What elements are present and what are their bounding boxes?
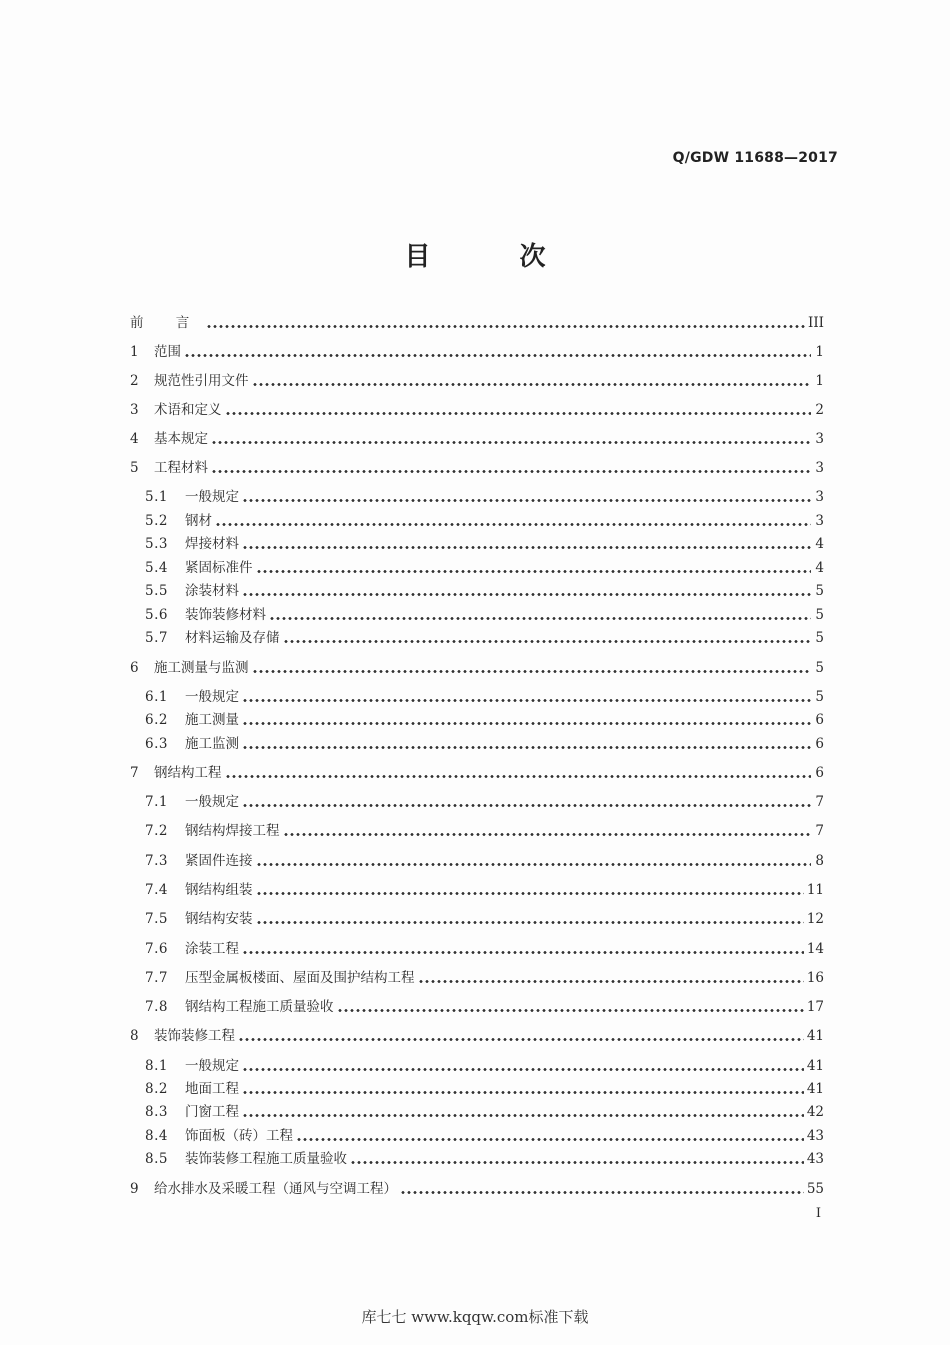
toc-entry-page: 5	[815, 583, 824, 599]
toc-entry-page: 16	[806, 970, 824, 986]
toc-dot-leader	[242, 499, 811, 502]
toc-entry-label: 施工测量	[185, 712, 239, 728]
toc-entry-page: 6	[815, 736, 824, 752]
toc-entry-label: 紧固件连接	[185, 853, 253, 869]
toc-entry-number: 5.3	[145, 536, 168, 552]
standard-code: Q/GDW 11688—2017	[672, 150, 838, 166]
toc-entry-page: 42	[806, 1104, 824, 1120]
toc-entry-page: 41	[806, 1058, 824, 1074]
toc-entry-label: 施工监测	[185, 736, 239, 752]
toc-entry-number: 5.4	[145, 560, 168, 576]
toc-entry-number: 6.3	[145, 736, 168, 752]
toc-entry-number: 4	[130, 431, 139, 447]
toc-entry-page: 3	[815, 460, 824, 476]
toc-entry[interactable]	[145, 733, 824, 755]
toc-dot-leader	[242, 746, 811, 749]
toc-entry[interactable]	[145, 1055, 824, 1077]
toc-entry-label: 工程材料	[154, 460, 208, 476]
toc-dot-leader	[242, 593, 811, 596]
toc-dot-leader	[256, 921, 804, 924]
toc-entry[interactable]	[145, 791, 824, 813]
toc-dot-leader	[256, 863, 812, 866]
toc-entry-number: 5.6	[145, 607, 168, 623]
toc-entry-label: 一般规定	[185, 1058, 239, 1074]
toc-entry[interactable]	[130, 762, 824, 784]
toc-entry-number: 7.5	[145, 911, 168, 927]
toc-dot-leader	[256, 892, 804, 895]
toc-entry[interactable]	[145, 1101, 824, 1123]
toc-entry-page: 2	[815, 402, 824, 418]
toc-entry[interactable]	[145, 709, 824, 731]
toc-entry-number: 6	[130, 660, 139, 676]
toc-dot-leader	[225, 775, 812, 778]
toc-entry-label: 术语和定义	[154, 402, 222, 418]
toc-dot-leader	[184, 354, 811, 357]
toc-entry[interactable]	[145, 627, 824, 649]
toc-entry-label: 前 言	[130, 315, 204, 331]
toc-entry[interactable]	[145, 967, 824, 989]
toc-entry-label: 涂装材料	[185, 583, 239, 599]
toc-entry-label: 钢材	[185, 513, 212, 529]
toc-dot-leader	[242, 804, 811, 807]
toc-entry-page: 41	[806, 1028, 824, 1044]
toc-entry-label: 焊接材料	[185, 536, 239, 552]
toc-dot-leader	[400, 1191, 804, 1194]
toc-entry-page: 7	[815, 823, 824, 839]
toc-entry-label: 饰面板（砖）工程	[185, 1128, 293, 1144]
toc-dot-leader	[242, 1114, 804, 1117]
toc-entry-page: 17	[806, 999, 824, 1015]
toc-dot-leader	[256, 570, 812, 573]
toc-entry-number: 8.4	[145, 1128, 168, 1144]
toc-entry-number: 5.5	[145, 583, 168, 599]
toc-entry[interactable]	[145, 510, 824, 532]
toc-entry-label: 钢结构焊接工程	[185, 823, 280, 839]
toc-entry-label: 基本规定	[154, 431, 208, 447]
toc-entry-page: 4	[815, 560, 824, 576]
toc-entry-number: 5.7	[145, 630, 168, 646]
toc-entry-label: 钢结构组装	[185, 882, 253, 898]
toc-entry[interactable]	[145, 1148, 824, 1170]
toc-entry-number: 6.2	[145, 712, 168, 728]
toc-entry[interactable]	[130, 399, 824, 421]
toc-entry[interactable]	[130, 457, 824, 479]
toc-entry-page: 43	[806, 1151, 824, 1167]
toc-entry-page: 1	[815, 344, 824, 360]
toc-entry-label: 材料运输及存储	[185, 630, 280, 646]
toc-entry[interactable]	[145, 850, 824, 872]
toc-dot-leader	[350, 1161, 804, 1164]
toc-entry-page: 43	[806, 1128, 824, 1144]
toc-entry-label: 紧固标准件	[185, 560, 253, 576]
page-number: I	[815, 1206, 821, 1221]
toc-entry-label: 施工测量与监测	[154, 660, 249, 676]
toc-dot-leader	[242, 951, 804, 954]
toc-entry-page: 3	[815, 431, 824, 447]
toc-entry-number: 7.8	[145, 999, 168, 1015]
toc-entry-page: 6	[815, 765, 824, 781]
toc-entry-number: 7.2	[145, 823, 168, 839]
toc-dot-leader	[252, 670, 812, 673]
toc-dot-leader	[211, 441, 811, 444]
toc-entry-page: 5	[815, 660, 824, 676]
toc-dot-leader	[269, 617, 811, 620]
toc-dot-leader	[242, 1091, 804, 1094]
toc-entry-page: 5	[815, 630, 824, 646]
toc-entry-number: 8	[130, 1028, 139, 1044]
toc-dot-leader	[252, 383, 812, 386]
toc-entry-label: 涂装工程	[185, 941, 239, 957]
toc-entry-label: 压型金属板楼面、屋面及围护结构工程	[185, 970, 415, 986]
toc-dot-leader	[283, 640, 812, 643]
toc-entry-label: 一般规定	[185, 689, 239, 705]
toc-entry-page: 5	[815, 689, 824, 705]
toc-entry-number: 5.1	[145, 489, 168, 505]
toc-entry[interactable]	[145, 996, 824, 1018]
toc-entry-number: 8.2	[145, 1081, 168, 1097]
toc-entry-page: III	[808, 315, 824, 331]
toc-entry[interactable]	[145, 820, 824, 842]
toc-entry[interactable]	[130, 312, 824, 334]
toc-entry[interactable]	[130, 370, 824, 392]
toc-entry-label: 门窗工程	[185, 1104, 239, 1120]
toc-entry-page: 8	[815, 853, 824, 869]
toc-dot-leader	[283, 833, 812, 836]
toc-entry-label: 一般规定	[185, 794, 239, 810]
toc-dot-leader	[242, 546, 811, 549]
toc-dot-leader	[215, 523, 811, 526]
toc-entry[interactable]	[145, 908, 824, 930]
page-title: 目 次	[404, 242, 586, 272]
toc-dot-leader	[238, 1038, 804, 1041]
toc-entry[interactable]	[145, 533, 824, 555]
toc-entry-number: 9	[130, 1181, 139, 1197]
toc-entry-label: 地面工程	[185, 1081, 239, 1097]
toc-entry-number: 8.1	[145, 1058, 168, 1074]
toc-entry-label: 规范性引用文件	[154, 373, 249, 389]
toc-entry-label: 装饰装修材料	[185, 607, 266, 623]
toc-entry-number: 7.4	[145, 882, 168, 898]
toc-entry[interactable]	[145, 604, 824, 626]
toc-dot-leader	[296, 1138, 804, 1141]
toc-entry-label: 钢结构工程	[154, 765, 222, 781]
toc-entry-label: 钢结构安装	[185, 911, 253, 927]
toc-entry-page: 3	[815, 489, 824, 505]
toc-entry[interactable]	[145, 1125, 824, 1147]
toc-entry[interactable]	[145, 879, 824, 901]
toc-entry[interactable]	[145, 1078, 824, 1100]
toc-entry-number: 1	[130, 344, 139, 360]
toc-entry[interactable]	[145, 557, 824, 579]
footer-watermark-text: 库七七 www.kqqw.com标准下载	[361, 1308, 589, 1326]
toc-entry-number: 8.5	[145, 1151, 168, 1167]
toc-dot-leader	[206, 325, 805, 328]
toc-entry-page: 5	[815, 607, 824, 623]
toc-entry[interactable]	[130, 428, 824, 450]
toc-entry[interactable]	[130, 657, 824, 679]
toc-dot-leader	[225, 412, 812, 415]
toc-dot-leader	[242, 722, 811, 725]
toc-entry-page: 7	[815, 794, 824, 810]
toc-entry-page: 55	[806, 1181, 824, 1197]
toc-entry-page: 6	[815, 712, 824, 728]
toc-entry-number: 3	[130, 402, 139, 418]
toc-entry-page: 14	[806, 941, 824, 957]
toc-entry-number: 7.7	[145, 970, 168, 986]
toc-entry-number: 8.3	[145, 1104, 168, 1120]
toc-entry-label: 给水排水及采暖工程（通风与空调工程）	[154, 1181, 397, 1197]
toc-dot-leader	[211, 470, 811, 473]
toc-entry-label: 钢结构工程施工质量验收	[185, 999, 334, 1015]
toc-entry-page: 1	[815, 373, 824, 389]
toc-dot-leader	[242, 699, 811, 702]
toc-entry-page: 12	[806, 911, 824, 927]
toc-dot-leader	[418, 980, 804, 983]
toc-entry-label: 范围	[154, 344, 181, 360]
toc-entry-number: 7.3	[145, 853, 168, 869]
toc-entry-number: 2	[130, 373, 139, 389]
toc-entry-page: 11	[806, 882, 824, 898]
toc-entry[interactable]	[145, 486, 824, 508]
toc-entry[interactable]	[145, 580, 824, 602]
toc-dot-leader	[337, 1009, 804, 1012]
toc-entry-label: 一般规定	[185, 489, 239, 505]
toc-entry[interactable]	[145, 938, 824, 960]
toc-entry-label: 装饰装修工程施工质量验收	[185, 1151, 347, 1167]
toc-entry-page: 3	[815, 513, 824, 529]
toc-entry-number: 7.6	[145, 941, 168, 957]
toc-entry[interactable]	[130, 341, 824, 363]
toc-entry[interactable]	[130, 1178, 824, 1200]
toc-entry-page: 4	[815, 536, 824, 552]
toc-entry-page: 41	[806, 1081, 824, 1097]
toc-entry-number: 7.1	[145, 794, 168, 810]
toc-entry[interactable]	[145, 686, 824, 708]
toc-entry-number: 5	[130, 460, 139, 476]
toc-entry[interactable]	[130, 1025, 824, 1047]
toc-entry-number: 6.1	[145, 689, 168, 705]
toc-entry-number: 7	[130, 765, 139, 781]
toc-entry-label: 装饰装修工程	[154, 1028, 235, 1044]
toc-dot-leader	[242, 1068, 804, 1071]
toc-entry-number: 5.2	[145, 513, 168, 529]
